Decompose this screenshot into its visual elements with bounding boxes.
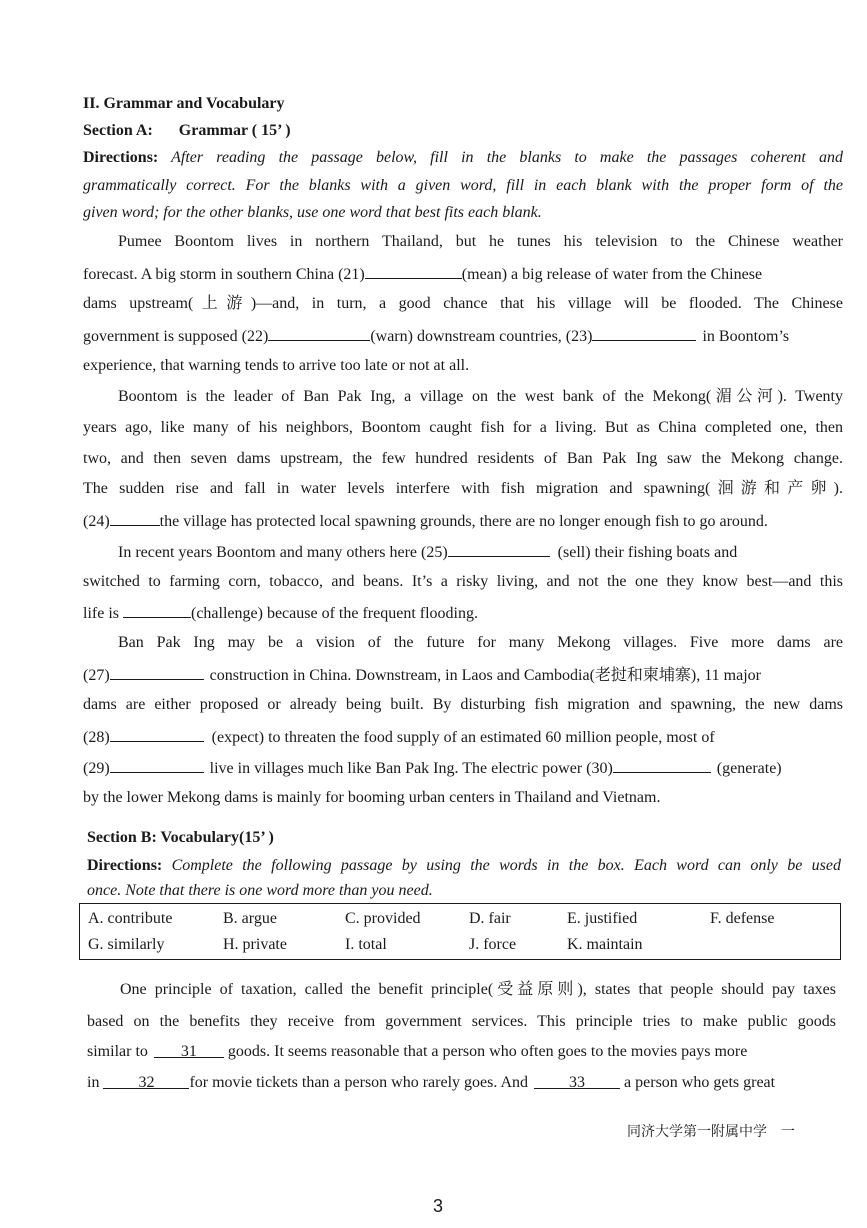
word-option-b: B. argue: [223, 910, 277, 927]
passage-a-p2-line-4: The sudden rise and fall in water levels interfere with fish migration and spawning(洄游和产卵).: [83, 480, 843, 497]
blank-22[interactable]: [268, 325, 370, 341]
word-option-i: I. total: [345, 936, 387, 953]
passage-b-line-4: in 32 for movie tickets than a person who rarely goes. And 33 a person who gets great: [87, 1074, 776, 1091]
directions-a-line-3: given word; for the other blanks, use one word that best fits each blank.: [83, 204, 542, 221]
passage-b-line-1: One principle of taxation, called the benefit principle(受益原则), states that people should pay taxes: [120, 981, 836, 998]
section-a-heading: [83, 121, 843, 141]
section-b-title: Section B: Vocabulary(15’ ): [87, 829, 274, 846]
passage-a-p1-line-5: experience, that warning tends to arrive too late or not at all.: [83, 357, 470, 374]
passage-a-p3-line-2: switched to farming corn, tobacco, and beans. It’s a risky living, and not the one they know best—and this: [83, 573, 843, 590]
passage-a-p4-line-6: by the lower Mekong dams is mainly for booming urban centers in Thailand and Vietnam.: [83, 789, 661, 806]
word-box: [79, 903, 841, 960]
blank-25[interactable]: [448, 541, 550, 557]
blank-29[interactable]: [110, 757, 204, 773]
blank-33[interactable]: 33: [534, 1073, 620, 1089]
passage-b-line-3: similar to 31 goods. It seems reasonable that a person who often goes to the movies pays more: [87, 1043, 748, 1060]
word-option-h: H. private: [223, 936, 287, 953]
passage-a-p3-line-1: In recent years Boontom and many others here (25) (sell) their fishing boats and: [118, 541, 843, 563]
section-title: II. Grammar and Vocabulary: [83, 95, 285, 112]
blank-28[interactable]: [110, 726, 204, 742]
passage-a-p1-line-4: government is supposed (22) (warn) downstream countries, (23) in Boontom’s: [83, 325, 843, 347]
word-option-j: J. force: [469, 936, 517, 953]
passage-a-p2-line-5: (24) the village has protected local spawning grounds, there are no longer enough fish to go around.: [83, 510, 843, 532]
directions-b-line-2: once. Note that there is one word more than you need.: [87, 882, 433, 899]
passage-a-p4-line-5: (29) live in villages much like Ban Pak Ing. The electric power (30) (generate): [83, 757, 843, 779]
blank-21[interactable]: [365, 263, 462, 279]
word-option-d: D. fair: [469, 910, 511, 927]
blank-23[interactable]: [592, 325, 696, 341]
passage-a-p1-line-2: forecast. A big storm in southern China (21) (mean) a big release of water from the Chinese: [83, 263, 843, 285]
word-option-e: E. justified: [567, 910, 638, 927]
school-footer: 同济大学第一附属中学 一: [627, 1124, 795, 1140]
passage-a-p4-line-3: dams are either proposed or already being built. By disturbing fish migration and spawning, the new dams: [83, 696, 843, 713]
section-a-label: Section A:: [83, 122, 153, 139]
passage-a-p1-line-1: Pumee Boontom lives in northern Thailand, but he tunes his television to the Chinese weather: [118, 233, 843, 250]
passage-a-p2-line-3: two, and then seven dams upstream, the few hundred residents of Ban Pak Ing saw the Mekong change.: [83, 450, 843, 467]
directions-label: Directions:: [83, 149, 159, 166]
page-number: 3: [433, 1196, 444, 1216]
blank-27[interactable]: [110, 664, 204, 680]
passage-b-line-2: based on the benefits they receive from government services. This principle tries to make public goods: [87, 1013, 836, 1030]
blank-26[interactable]: [123, 602, 191, 618]
directions-b-line-1: Directions: Complete the following passage by using the words in the box. Each word can only be used: [87, 857, 841, 874]
word-option-g: G. similarly: [88, 936, 165, 953]
directions-a-line-2: grammatically correct. For the blanks with a given word, fill in each blank with the proper form of the: [83, 177, 843, 194]
passage-a-p1-line-3: dams upstream(上游)—and, in turn, a good chance that his village will be flooded. The Chinese: [83, 295, 843, 312]
passage-a-p4-line-4: (28) (expect) to threaten the food supply of an estimated 60 million people, most of: [83, 726, 843, 748]
blank-31[interactable]: 31: [154, 1042, 224, 1058]
blank-24[interactable]: [110, 510, 160, 526]
passage-a-p3-line-3: life is (challenge) because of the frequent flooding.: [83, 602, 843, 624]
directions-b-label: Directions:: [87, 857, 163, 874]
word-option-f: F. defense: [710, 910, 775, 927]
blank-32[interactable]: 32: [103, 1073, 189, 1089]
directions-a-line-1: Directions: After reading the passage below, fill in the blanks to make the passages coherent and: [83, 149, 843, 166]
passage-a-p2-line-2: years ago, like many of his neighbors, Boontom caught fish for a living. But as China completed one, then: [83, 419, 843, 436]
section-a-title: Grammar ( 15’ ): [178, 122, 291, 139]
passage-a-p2-line-1: Boontom is the leader of Ban Pak Ing, a village on the west bank of the Mekong(湄公河). Twenty: [118, 388, 843, 405]
blank-30[interactable]: [613, 757, 711, 773]
passage-a-p4-line-2: (27) construction in China. Downstream, in Laos and Cambodia(老挝和柬埔寨), 11 major: [83, 664, 843, 686]
word-option-a: A. contribute: [88, 910, 173, 927]
word-option-c: C. provided: [345, 910, 421, 927]
passage-a-p4-line-1: Ban Pak Ing may be a vision of the future for many Mekong villages. Five more dams are: [118, 634, 843, 651]
word-option-k: K. maintain: [567, 936, 643, 953]
